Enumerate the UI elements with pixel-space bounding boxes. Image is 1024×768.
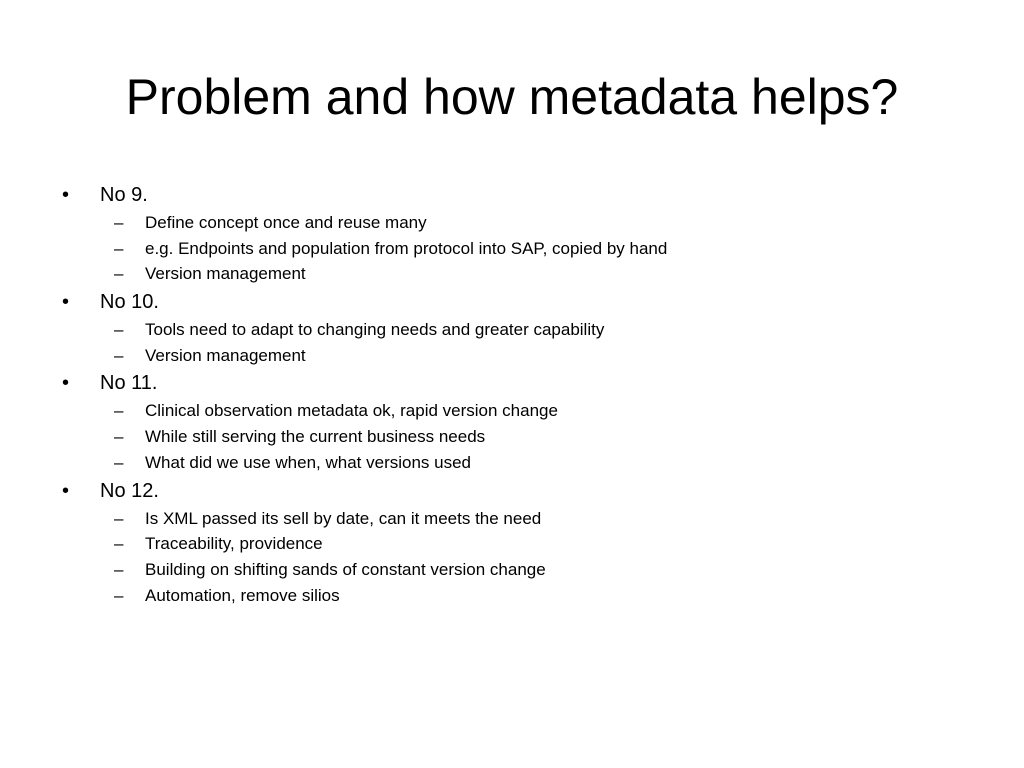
sub-list-item xyxy=(60,210,960,236)
sub-item-text: Building on shifting sands of constant version change xyxy=(145,559,546,579)
sub-item-text: Automation, remove silios xyxy=(145,585,340,605)
sub-list-item xyxy=(60,424,960,450)
dash-icon: – xyxy=(114,401,124,421)
dash-icon: – xyxy=(114,345,124,365)
sub-list-item xyxy=(60,236,960,262)
sub-item-text: Is XML passed its sell by date, can it meets the need xyxy=(145,508,542,528)
slide-title: Problem and how metadata helps? xyxy=(125,69,899,125)
sub-item-text: Define concept once and reuse many xyxy=(145,213,427,232)
sub-item-text: Traceability, providence xyxy=(145,534,323,554)
list-item xyxy=(60,476,960,609)
dash-icon: – xyxy=(114,452,124,472)
dash-icon: – xyxy=(114,264,124,284)
sub-item-text: While still serving the current business needs xyxy=(145,427,486,447)
sub-item-text: e.g. Endpoints and population from protocol into SAP, copied by hand xyxy=(145,238,668,258)
dash-icon: – xyxy=(114,320,124,340)
item-label: No 12. xyxy=(100,479,159,502)
dash-icon: – xyxy=(114,213,124,232)
sub-list-item xyxy=(60,261,960,287)
dash-icon: – xyxy=(114,427,124,447)
sub-list-item xyxy=(60,583,960,609)
bullet-icon: • xyxy=(62,372,70,395)
dash-icon: – xyxy=(114,585,124,605)
sub-list-item xyxy=(60,506,960,532)
sub-list-item xyxy=(60,531,960,557)
list-item xyxy=(60,287,960,368)
item-label: No 9. xyxy=(100,184,148,206)
list-item xyxy=(60,368,960,475)
sub-list-item xyxy=(60,398,960,424)
dash-icon: – xyxy=(114,238,124,258)
bullet-list xyxy=(60,180,960,608)
list-item xyxy=(60,180,960,287)
sub-list-item xyxy=(60,450,960,476)
dash-icon: – xyxy=(114,559,124,579)
bullet-icon: • xyxy=(62,479,70,502)
sub-list-item xyxy=(60,317,960,343)
sub-list-item xyxy=(60,343,960,369)
bullet-icon: • xyxy=(62,291,70,314)
sub-item-text: Version management xyxy=(145,264,306,284)
sub-item-text: Clinical observation metadata ok, rapid version change xyxy=(145,401,558,421)
item-label: No 11. xyxy=(100,372,158,395)
sub-item-text: What did we use when, what versions used xyxy=(145,452,472,472)
item-label: No 10. xyxy=(100,291,159,314)
dash-icon: – xyxy=(114,534,124,554)
sub-item-text: Version management xyxy=(145,345,306,365)
sub-item-text: Tools need to adapt to changing needs and greater capability xyxy=(145,320,605,340)
bullet-icon: • xyxy=(62,184,70,206)
dash-icon: – xyxy=(114,508,124,528)
sub-list-item xyxy=(60,557,960,583)
